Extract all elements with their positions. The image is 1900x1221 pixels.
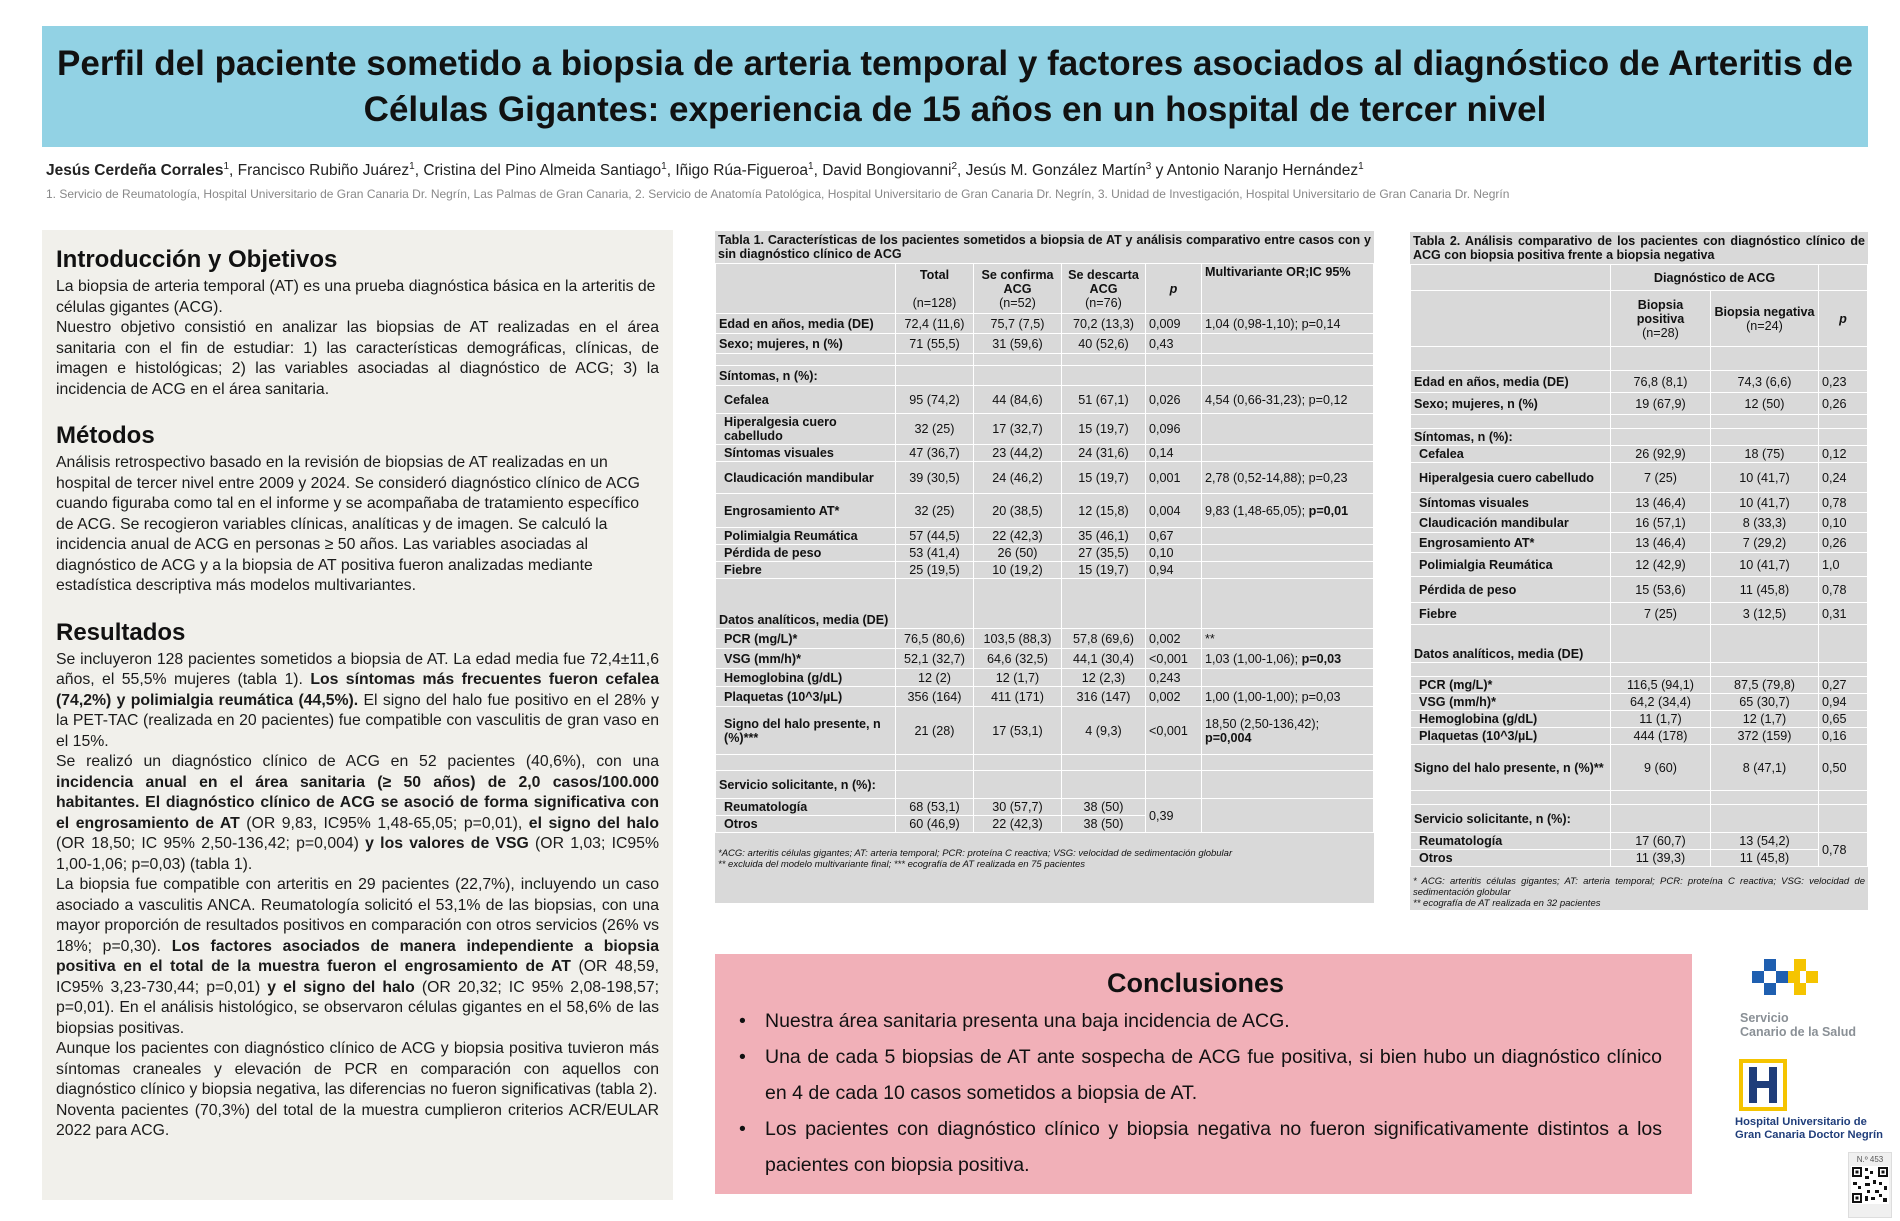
table-row: Reumatología 68 (53,1) 30 (57,7) 38 (50) 0,39 (716, 799, 1374, 816)
table-row: Edad en años, media (DE) 76,8 (8,1) 74,3 (6,6) 0,23 (1411, 371, 1868, 393)
list-item: • Los pacientes con diagnóstico clínico y biopsia negativa no fueron significativamente distintos a los pacientes con biopsia positiva. (729, 1111, 1662, 1183)
affiliations: 1. Servicio de Reumatología, Hospital Universitario de Gran Canaria Dr. Negrín, Las Palmas de Gran Canaria, 2. Servicio de Anatomía Patológica, Hospital Universitario de Gran Canaria Dr. Negrín, 3. Unidad de Investigación, Hospital Universitario de Gran Canaria Dr. Negrín (46, 187, 1510, 201)
table-row: Hiperalgesia cuero cabelludo 32 (25) 17 (32,7) 15 (19,7) 0,096 (716, 414, 1374, 445)
table-row (1411, 347, 1868, 371)
results-heading: Resultados (56, 618, 186, 646)
table-row: Reumatología 17 (60,7) 13 (54,2) 0,78 (1411, 833, 1868, 850)
results-paragraph-4: Aunque los pacientes con diagnóstico clínico de ACG y biopsia positiva tuvieron más síntomas craneales y elevación de PCR en comparación con aquellos con diagnóstico clínico y biopsia negativa, las diferencias no fueron significativas (tabla 2). (56, 1040, 659, 1098)
table-2-header-row (1411, 291, 1868, 347)
table-1-footnote: *ACG: arteritis células gigantes; AT: arteria temporal; PCR: proteína C reactiva; VSG: velocidad de sedimentación globular ** excluida del modelo multivariante final; *** ecografía de AT realizada en 75 pacientes (718, 848, 1233, 870)
intro-section (56, 246, 659, 400)
table-row: Síntomas, n (%): (716, 366, 1374, 386)
table-2-title: Tabla 2. Análisis comparativo de los pacientes con diagnóstico clínico de ACG con biopsia positiva frente a biopsia negativa (1413, 234, 1865, 262)
table-row: Otros 60 (46,9) 22 (42,3) 38 (50) (716, 816, 1374, 833)
authors-line: Jesús Cerdeña Corrales$^1$, Francisco Rubiño Juárez$^1$, Cristina del Pino Almeida Santiago$^1$, Iñigo Rúa-Figueroa$^1$, David Bongiovanni$^2$, Jesús M. González Martín$^3$ y Antonio Naranjo Hernández$^1$ (46, 161, 1364, 180)
header-multivariante: Multivariante OR;IC 95% (1202, 264, 1374, 314)
table-row: Plaquetas (10^3/µL) 356 (164) 411 (171) 316 (147) 0,002 1,00 (1,00-1,00); p=0,03 (716, 687, 1374, 707)
table-2 (1410, 232, 1868, 910)
header-p: p (1819, 291, 1868, 347)
intro-heading: Introducción y Objetivos (56, 246, 338, 273)
table-row: Servicio solicitante, n (%): (1411, 805, 1868, 833)
table-row: Plaquetas (10^3/µL) 444 (178) 372 (159) 0,16 (1411, 728, 1868, 745)
table-row: Signo del halo presente, n (%)*** 21 (28) 17 (53,1) 4 (9,3) <0,001 18,50 (2,50-136,42); p=0,004 (716, 707, 1374, 755)
table-2-grid (1410, 264, 1868, 867)
header-biopsia-positiva: Biopsia positiva (n=28) (1611, 291, 1711, 347)
table-2-footnote: * ACG: arteritis células gigantes; AT: arteria temporal; PCR: proteína C reactiva; VSG: velocidad de sedimentación globular ** ecografía de AT realizada en 32 pacientes (1413, 876, 1865, 909)
table-row: Sexo; mujeres, n (%) 19 (67,9) 12 (50) 0,26 (1411, 393, 1868, 415)
header-p: p (1146, 264, 1202, 314)
conclusions-heading: Conclusiones (1106, 968, 1285, 998)
left-text-panel (42, 230, 673, 1200)
table-row: Servicio solicitante, n (%): (716, 771, 1374, 799)
header-total: Total (n=128) (896, 264, 974, 314)
list-item: • Una de cada 5 biopsias de AT ante sospecha de ACG fue positiva, si bien hubo un diagnóstico clínico en 4 de cada 10 casos sometidos a biopsia de AT. (729, 1039, 1662, 1111)
table-row: Hiperalgesia cuero cabelludo 7 (25) 10 (41,7) 0,24 (1411, 463, 1868, 493)
poster-number: N.º 453 (1856, 1155, 1884, 1164)
table-row: Sexo; mujeres, n (%) 71 (55,5) 31 (59,6) 40 (52,6) 0,43 (716, 334, 1374, 354)
table-2-group-header (1411, 265, 1868, 291)
table-row: Fiebre 25 (19,5) 10 (19,2) 15 (19,7) 0,94 (716, 562, 1374, 579)
list-item: • Nuestra área sanitaria presenta una baja incidencia de ACG. (729, 1003, 1662, 1039)
table-1-body (716, 314, 1374, 833)
table-row: Claudicación mandibular 39 (30,5) 24 (46,2) 15 (19,7) 0,001 2,78 (0,52-14,88); p=0,23 (716, 462, 1374, 494)
table-row: Síntomas visuales 13 (46,4) 10 (41,7) 0,78 (1411, 493, 1868, 513)
table-row (1411, 791, 1868, 805)
table-1-title: Tabla 1. Características de los pacientes sometidos a biopsia de AT y análisis comparativo entre casos con y sin diagnóstico clínico de ACG (718, 233, 1371, 261)
table-row (716, 354, 1374, 366)
qr-code-icon (1851, 1166, 1889, 1204)
first-author: Jesús Cerdeña Corrales (46, 162, 224, 180)
hospital-logo-text: Hospital Universitario de Gran Canaria Doctor Negrín (1735, 1116, 1883, 1141)
table-row (1411, 415, 1868, 429)
methods-paragraph: Análisis retrospectivo basado en la revisión de biopsias de AT realizadas en un hospital de tercer nivel entre 2009 y 2024. Se consideró diagnóstico clínico de ACG cuando figuraba como tal en el informe y se acompañaba de tratamiento específico de ACG. Se recogieron variables clínicas, analíticas y de imagen. Se calculó la incidencia anual de ACG en personas ≥ 50 años. Las variables asociadas al diagnóstico de ACG y a la biopsia de AT positiva fueron analizadas mediante estadística descriptiva más modelos multivariantes. (56, 454, 640, 594)
table-row (1411, 663, 1868, 677)
header-confirma: Se confirma ACG (n=52) (974, 264, 1062, 314)
table-1-grid (715, 263, 1374, 833)
table-row: Datos analíticos, media (DE) (1411, 625, 1868, 663)
table-row: Cefalea 95 (74,2) 44 (84,6) 51 (67,1) 0,026 4,54 (0,66-31,23); p=0,12 (716, 386, 1374, 414)
hospital-logo-icon (1733, 1055, 1793, 1115)
table-1 (715, 231, 1374, 903)
intro-paragraph-2: Nuestro objetivo consistió en analizar las biopsias de AT realizadas en el área sanitaria con el fin de estudiar: 1) las características demográficas, clínicas, de imagen e histológicas; 2) las variables asociadas al diagnóstico de ACG; 3) la incidencia de ACG en el área sanitaria. (56, 319, 659, 398)
table-row: Polimialgia Reumática 12 (42,9) 10 (41,7) 1,0 (1411, 553, 1868, 577)
table-row: Pérdida de peso 15 (53,6) 11 (45,8) 0,78 (1411, 577, 1868, 603)
table-row: Hemoglobina (g/dL) 11 (1,7) 12 (1,7) 0,65 (1411, 711, 1868, 728)
table-row (716, 755, 1374, 771)
conclusions-panel (715, 954, 1692, 1194)
table-row: Cefalea 26 (92,9) 18 (75) 0,12 (1411, 446, 1868, 463)
table-row: VSG (mm/h)* 52,1 (32,7) 64,6 (32,5) 44,1 (30,4) <0,001 1,03 (1,00-1,06); p=0,03 (716, 649, 1374, 669)
conclusions-list (729, 1003, 1662, 1183)
qr-code-block (1848, 1152, 1892, 1218)
results-paragraph-2: Se realizó un diagnóstico clínico de ACG en 52 pacientes (40,6%), con una incidencia anual en el área sanitaria (≥ 50 años) de 2,0 casos/100.000 habitantes. El diagnóstico clínico de ACG se asoció de forma significativa con el engrosamiento de AT (OR 9,83, IC95% 1,48-65,05; p=0,01), el signo del halo (OR 18,50; IC 95% 2,50-136,42; p=0,004) y los valores de VSG (OR 1,03; IC95% 1,00-1,06; p=0,03) (tabla 1). (56, 753, 659, 873)
header-biopsia-negativa: Biopsia negativa (n=24) (1711, 291, 1819, 347)
table-row: Datos analíticos, media (DE) (716, 579, 1374, 629)
methods-heading: Métodos (56, 422, 155, 449)
results-paragraph-3: La biopsia fue compatible con arteritis en 29 pacientes (22,7%), incluyendo un caso asociado a vasculitis ANCA. Reumatología solicitó el 53,1% de las biopsias, con una mayor proporción de resultados positivos en comparación con otros servicios (26% vs 18%; p=0,30). Los factores asociados de manera independiente a biopsia positiva en el total de la muestra fueron el engrosamiento de AT (OR 48,59, IC95% 3,23-730,44; p=0,01) y el signo del halo (OR 20,32; IC 95% 2,08-198,57; p=0,01). En el análisis histológico, se observaron células gigantes en el 58,6% de las biopsias positivas. (56, 876, 660, 1037)
results-paragraph-1: Se incluyeron 128 pacientes sometidos a biopsia de AT. La edad media fue 72,4±11,6 años, el 55,5% mujeres (tabla 1). Los síntomas más frecuentes fueron cefalea (74,2%) y polimialgia reumática (44,5%). El signo del halo fue positivo en el 28% y la PET-TAC (realizada en 20 pacientes) fue compatible con vasculitis de gran vaso en el 15%. (56, 650, 660, 750)
header-diagnostico: Diagnóstico de ACG (1611, 265, 1819, 291)
header-descarta: Se descarta ACG (n=76) (1062, 264, 1146, 314)
table-row: Signo del halo presente, n (%)** 9 (60) 8 (47,1) 0,50 (1411, 745, 1868, 791)
table-row: Hemoglobina (g/dL) 12 (2) 12 (1,7) 12 (2,3) 0,243 (716, 669, 1374, 687)
methods-section (56, 422, 659, 597)
table-row: Otros 11 (39,3) 11 (45,8) (1411, 850, 1868, 867)
table-row: Claudicación mandibular 16 (57,1) 8 (33,3) 0,10 (1411, 513, 1868, 533)
table-2-body (1411, 347, 1868, 867)
table-row: PCR (mg/L)* 116,5 (94,1) 87,5 (79,8) 0,27 (1411, 677, 1868, 694)
table-row: Polimialgia Reumática 57 (44,5) 22 (42,3) 35 (46,1) 0,67 (716, 528, 1374, 545)
table-row: Engrosamiento AT* 13 (46,4) 7 (29,2) 0,26 (1411, 533, 1868, 553)
table-1-header-row (716, 264, 1374, 314)
intro-paragraph-1: La biopsia de arteria temporal (AT) es una prueba diagnóstica básica en la arteritis de células gigantes (ACG). (56, 278, 656, 316)
scs-logo-text: Servicio Canario de la Salud (1740, 1011, 1857, 1039)
table-row: Edad en años, media (DE) 72,4 (11,6) 75,7 (7,5) 70,2 (13,3) 0,009 1,04 (0,98-1,10); p=0,14 (716, 314, 1374, 334)
table-row: Síntomas, n (%): (1411, 429, 1868, 446)
table-row: VSG (mm/h)* 64,2 (34,4) 65 (30,7) 0,94 (1411, 694, 1868, 711)
results-section (56, 619, 659, 1142)
results-paragraph-5: Noventa pacientes (70,3%) del total de la muestra cumplieron criterios ACR/EULAR 2022 para ACG. (56, 1101, 659, 1139)
table-row: PCR (mg/L)* 76,5 (80,6) 103,5 (88,3) 57,8 (69,6) 0,002 ** (716, 629, 1374, 649)
table-row: Fiebre 7 (25) 3 (12,5) 0,31 (1411, 603, 1868, 625)
table-row: Pérdida de peso 53 (41,4) 26 (50) 27 (35,5) 0,10 (716, 545, 1374, 562)
poster-header (42, 26, 1868, 147)
table-row: Engrosamiento AT* 32 (25) 20 (38,5) 12 (15,8) 0,004 9,83 (1,48-65,05); p=0,01 (716, 494, 1374, 528)
poster-title: Perfil del paciente sometido a biopsia de arteria temporal y factores asociados al diagnóstico de Arteritis de Células Gigantes: experiencia de 15 años en un hospital de tercer nivel (57, 44, 1853, 129)
table-row: Síntomas visuales 47 (36,7) 23 (44,2) 24 (31,6) 0,14 (716, 445, 1374, 462)
